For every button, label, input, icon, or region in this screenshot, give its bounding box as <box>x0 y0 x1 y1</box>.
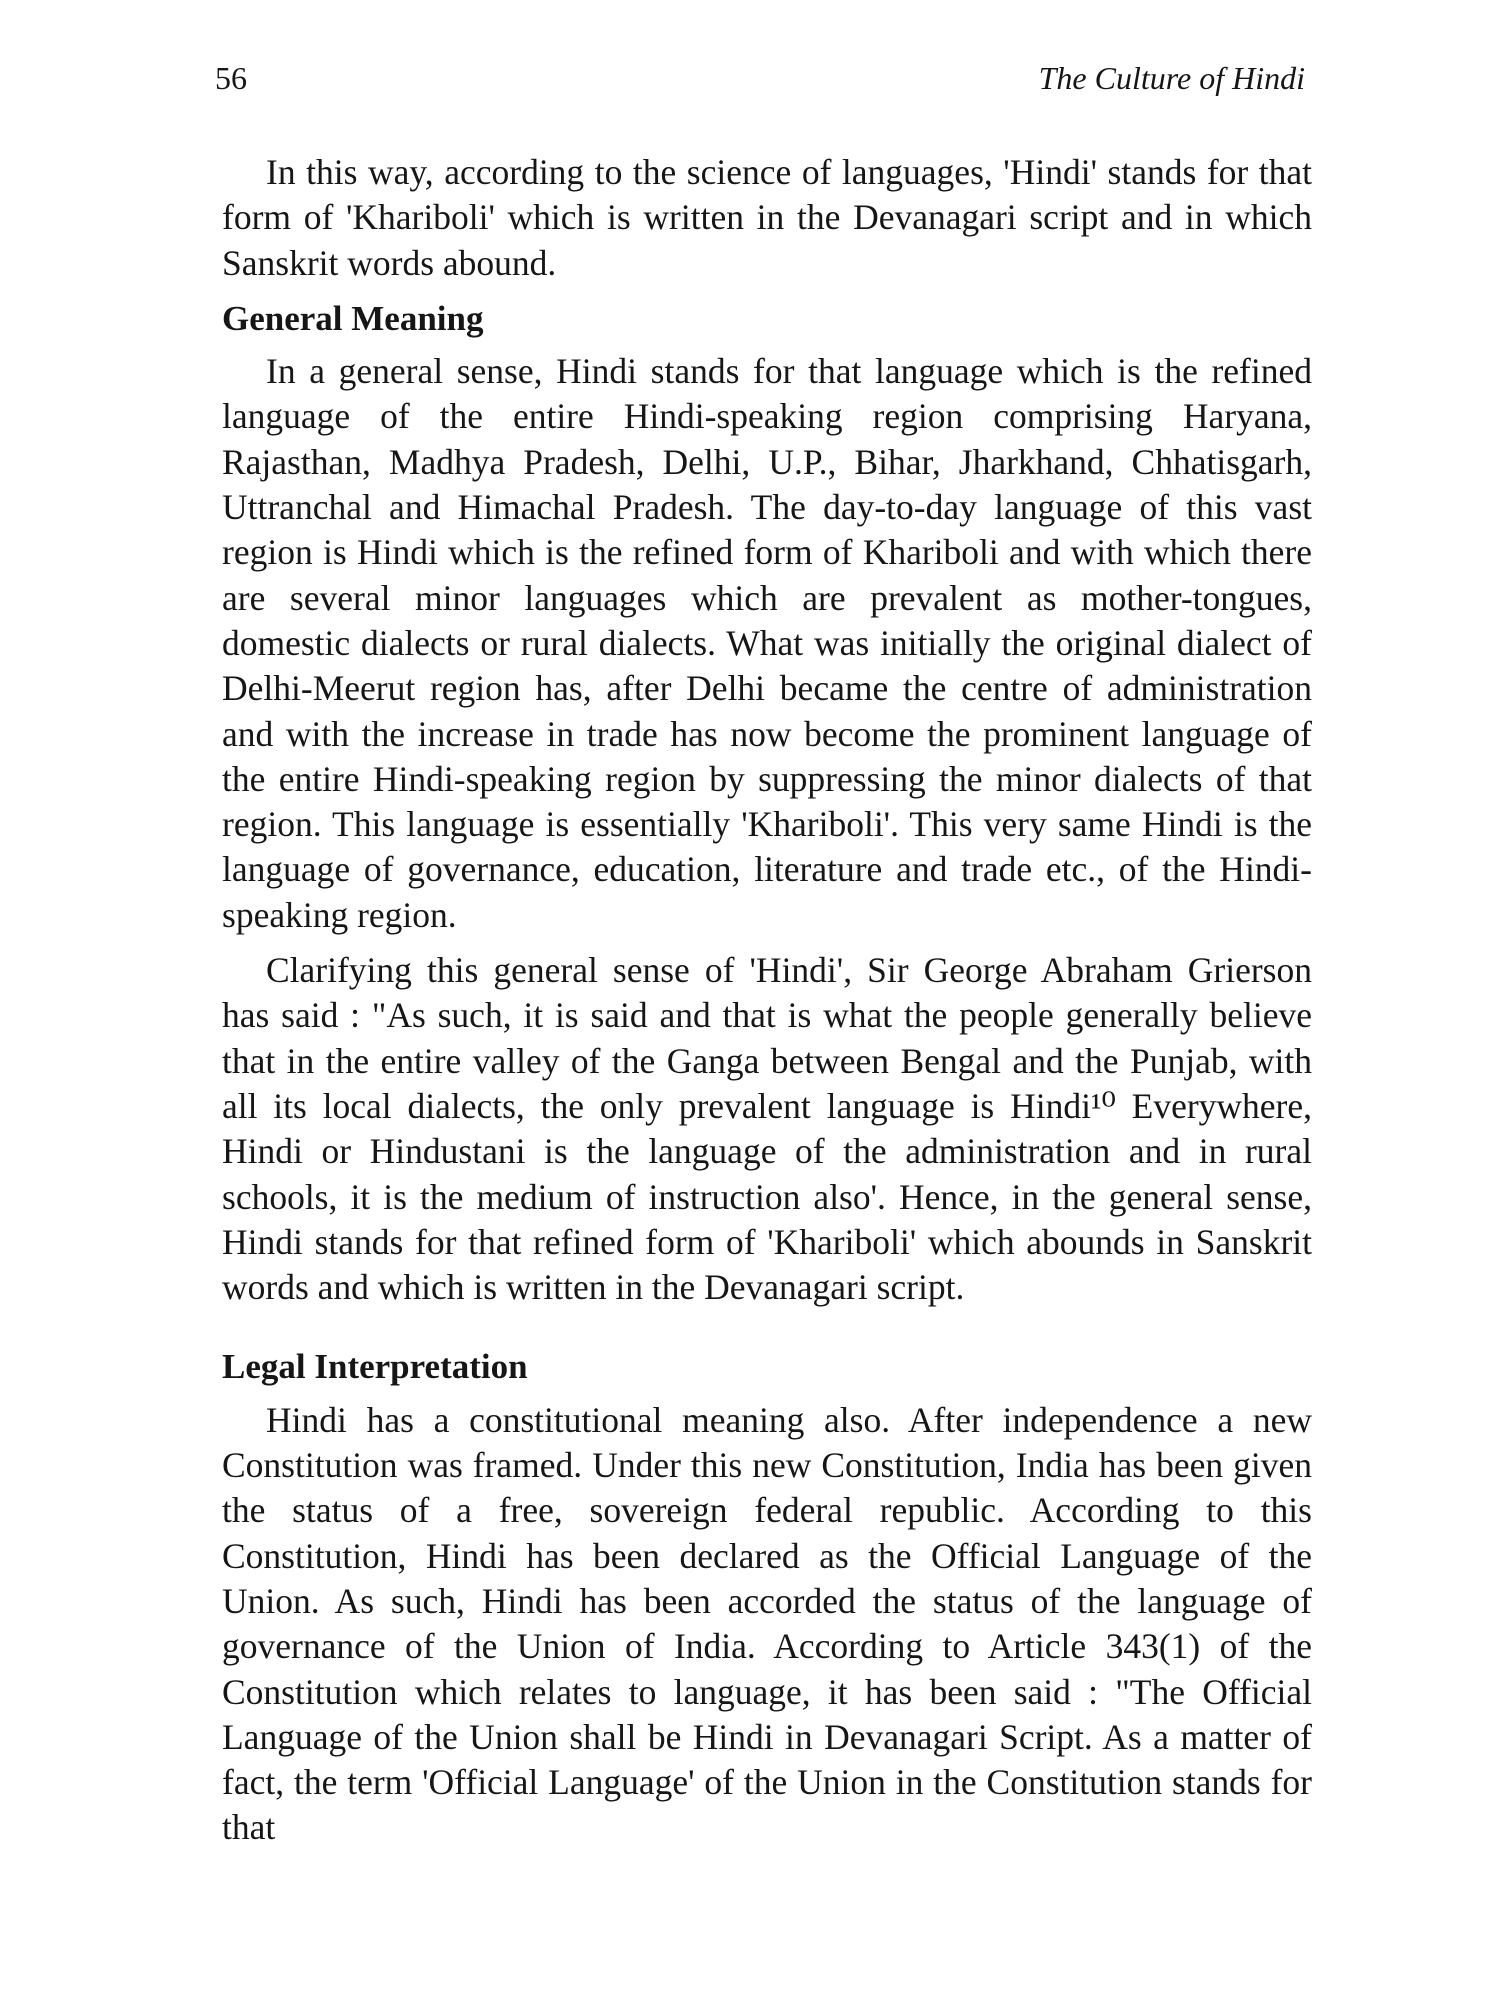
section-heading-legal-interpretation: Legal Interpretation <box>222 1347 528 1387</box>
page-body <box>222 150 1312 1861</box>
section-heading-general-meaning: General Meaning <box>222 298 484 338</box>
page-number: 56 <box>215 60 247 96</box>
intro-paragraph: In this way, according to the science of languages, 'Hindi' stands for that form of 'Khariboli' which is written in the Devanagari script and in which Sanskrit words abound. <box>222 152 1312 283</box>
grierson-quote-paragraph: Clarifying this general sense of 'Hindi', Sir George Abraham Grierson has said : "As such, it is said and that is what the people generally believe that in the entire valley of the Ganga between Bengal and the Punjab, with all its local dialects, the only prevalent language is Hindi¹⁰ Everywhere, Hindi or Hindustani is the language of the administration and in rural schools, it is the medium of instruction also'. Hence, in the general sense, Hindi stands for that refined form of 'Khariboli' which abounds in Sanskrit words and which is written in the Devanagari script. <box>222 950 1312 1308</box>
page-header <box>215 60 1305 110</box>
running-title: The Culture of Hindi <box>1038 60 1305 96</box>
general-meaning-paragraph: In a general sense, Hindi stands for that language which is the refined language of the entire Hindi-speaking region comprising Haryana, Rajasthan, Madhya Pradesh, Delhi, U.P., Bihar, Jharkhand, Chhatisgarh, Uttranchal and Himachal Pradesh. The day-to-day language of this vast region is Hindi which is the refined form of Khariboli and with which there are several minor languages which are prevalent as mother-tongues, domestic dialects or rural dialects. What was initially the original dialect of Delhi-Meerut region has, after Delhi became the centre of administration and with the increase in trade has now become the prominent language of the entire Hindi-speaking region by suppressing the minor dialects of that region. This language is essentially 'Khariboli'. This very same Hindi is the language of governance, education, literature and trade etc., of the Hindi-speaking region. <box>222 351 1312 935</box>
legal-interpretation-paragraph: Hindi has a constitutional meaning also. After independence a new Constitution was framed. Under this new Constitution, India has been given the status of a free, sovereign federal republic. According to this Constitution, Hindi has been declared as the Official Language of the Union. As such, Hindi has been accorded the status of the language of governance of the Union of India. According to Article 343(1) of the Constitution which relates to language, it has been said : "The Official Language of the Union shall be Hindi in Devanagari Script. As a matter of fact, the term 'Official Language' of the Union in the Constitution stands for that <box>222 1399 1312 1848</box>
